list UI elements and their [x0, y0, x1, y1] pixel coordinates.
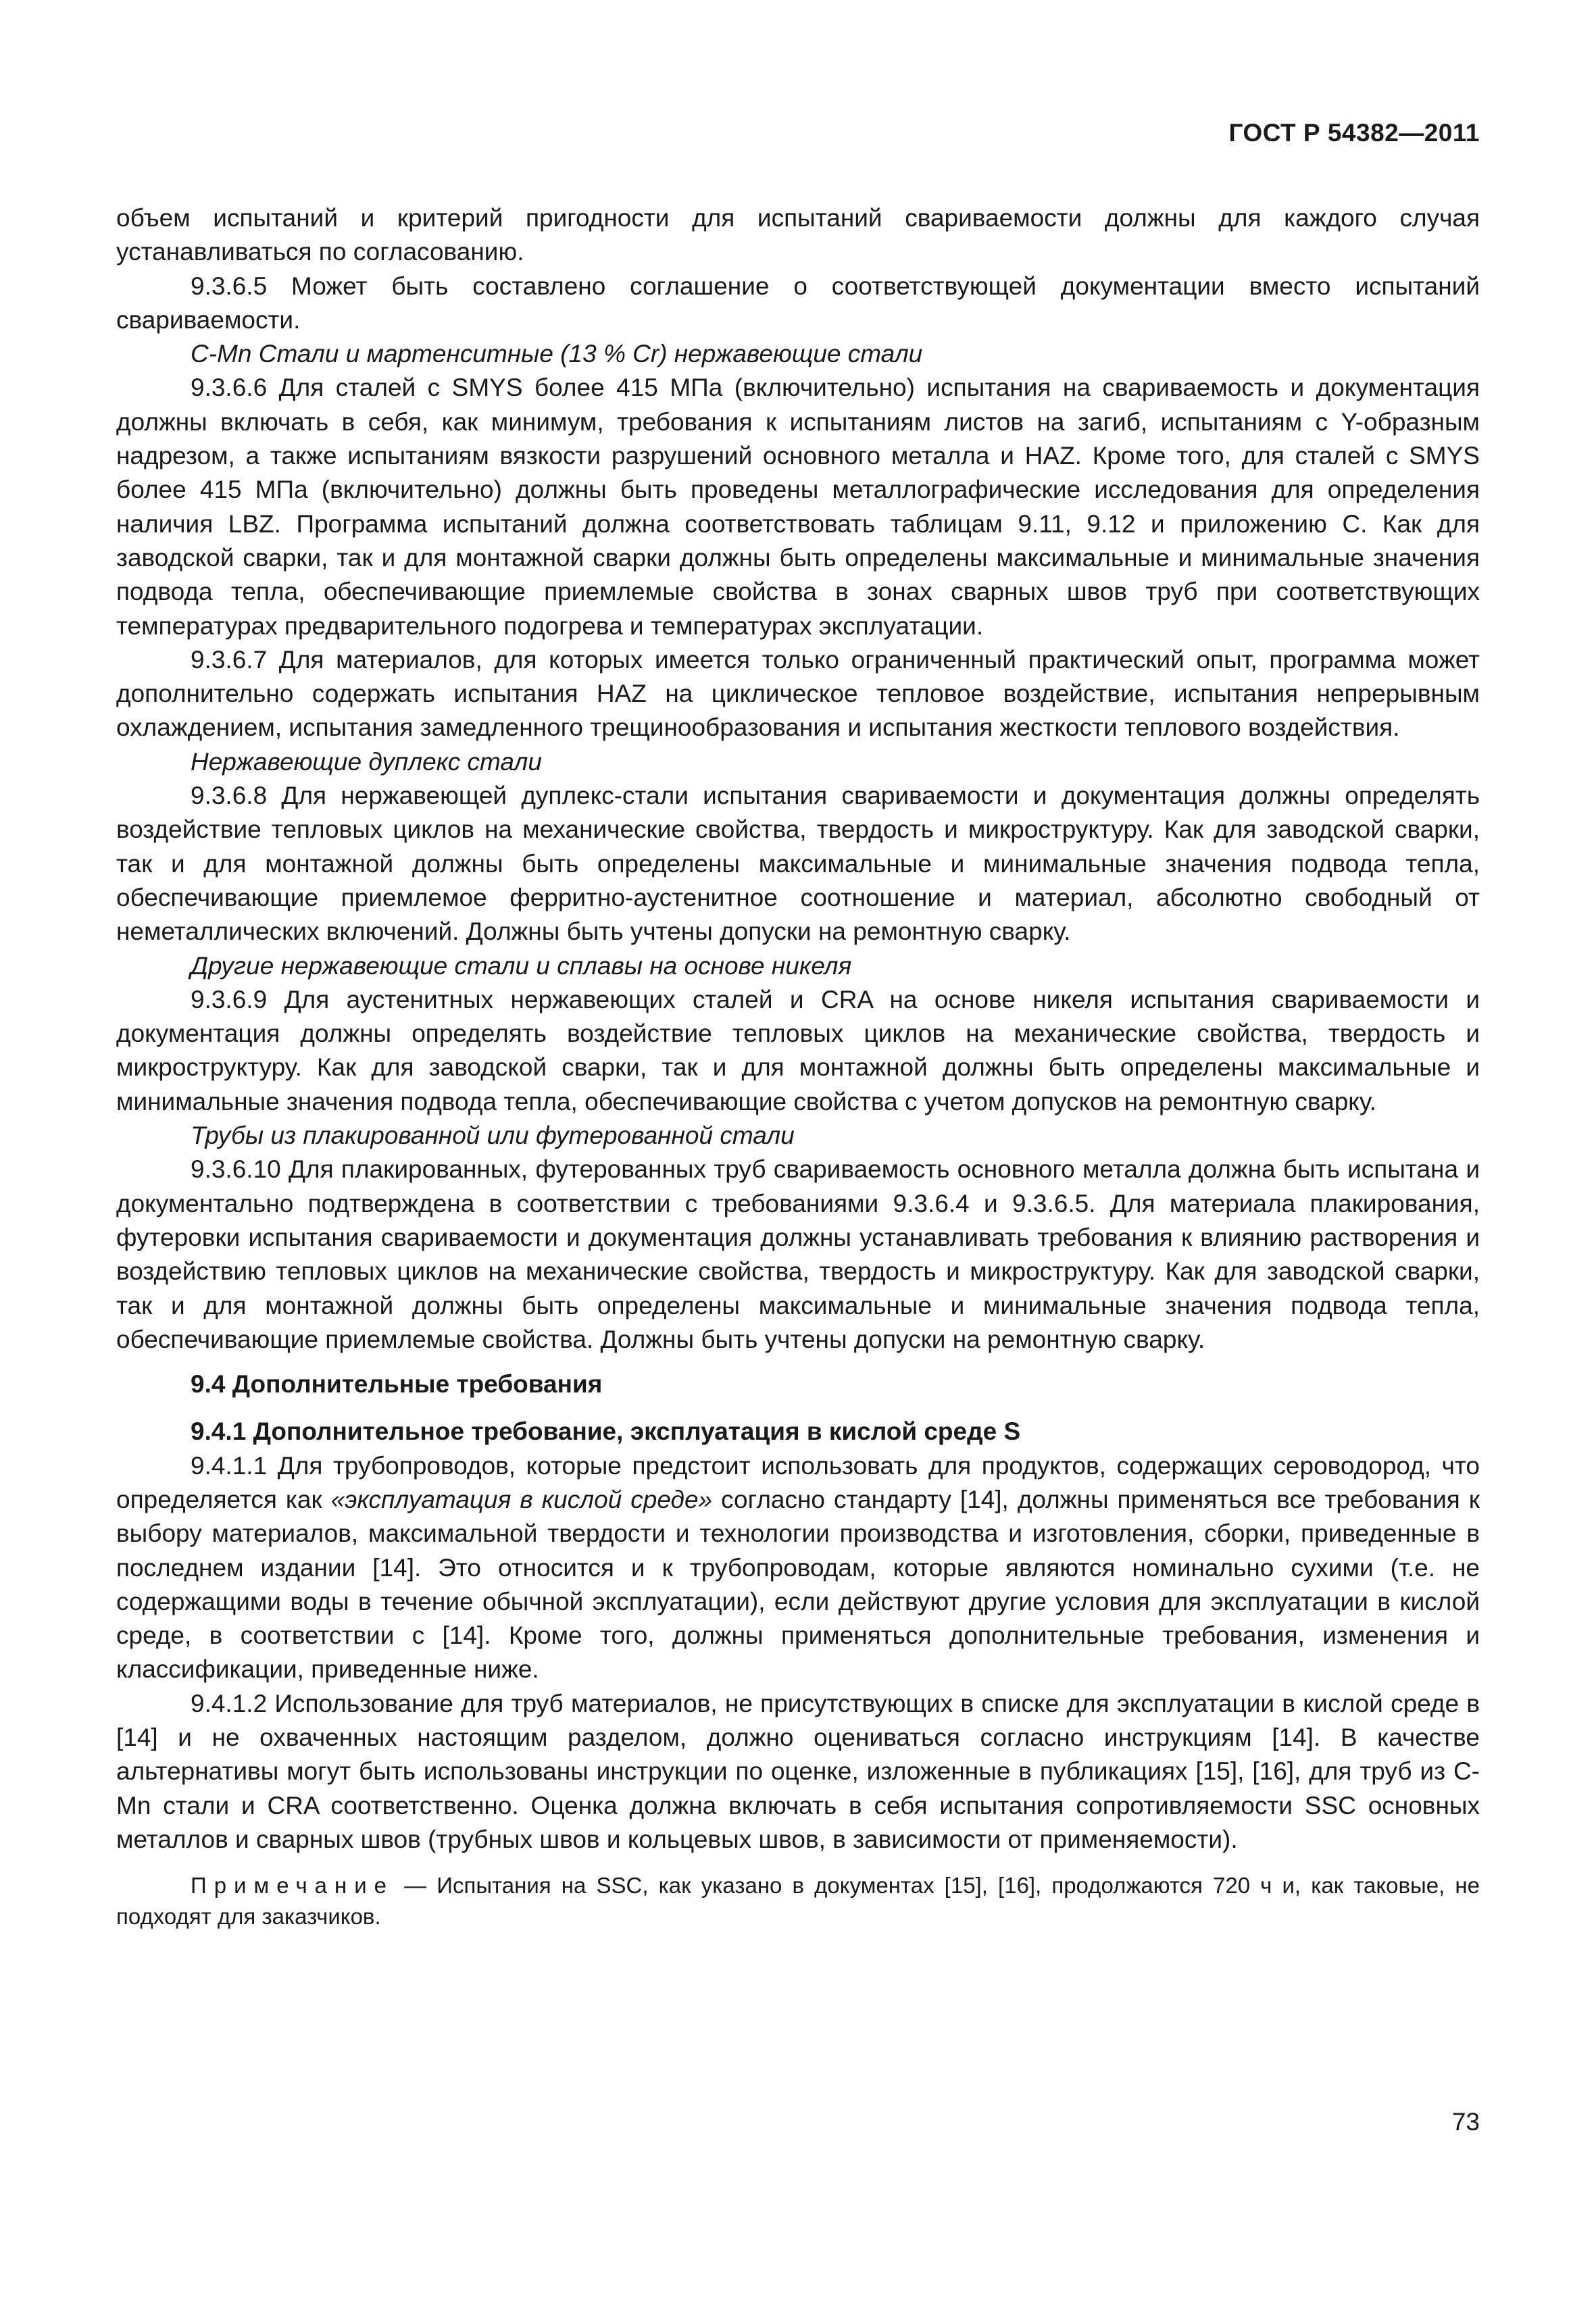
note-text: — Испытания на SSC, как указано в документах [15], [16], продолжаются 720 ч и, как таковые, не подходят для заказчиков. — [116, 1873, 1480, 1930]
paragraph-9-4-1-1-rest: согласно стандарту [14], должны применяться все требования к выбору материалов, максимальной твердости и технологии производства и изготовления, сборки, приведенные в последнем издании [14]. Это относится и к трубопроводам, которые являются номинально сухими (т.е. не содержащими воды в течение обычной эксплуатации), если действуют другие условия для эксплуатации в кислой среде, в соответствии с [14]. Кроме того, должны применяться дополнительные требования, изменения и классификации, приведенные ниже. — [116, 1485, 1480, 1684]
subheading-cmn-martensitic: C-Mn Стали и мартенситные (13 % Cr) нержавеющие стали — [191, 340, 923, 368]
section-heading-9-4: 9.4 Дополнительные требования — [191, 1370, 603, 1399]
subheading-other-stainless: Другие нержавеющие стали и сплавы на основе никеля — [191, 951, 852, 980]
paragraph-9-4-1-1-start: 9.4.1.1 Для трубопроводов, которые предстоит использовать для продуктов, содержащих сероводород, что определяется как — [116, 1451, 1480, 1513]
page-number: 73 — [1451, 2108, 1480, 2136]
paragraph-9-3-6-6: 9.3.6.6 Для сталей с SMYS более 415 МПа (включительно) испытания на свариваемость и документация должны включать в себя, как минимум, требования к испытаниям листов на загиб, испытаниям с Y-образным надрезом, а также испытаниям вязкости разрушений основного металла и HAZ. Кроме того, для сталей с SMYS более 415 МПа (включительно) должны быть проведены металлографические исследования для определения наличия LBZ. Программа испытаний должна соответствовать таблицам 9.11, 9.12 и приложению С. Как для заводской сварки, так и для монтажной сварки должны быть определены максимальные и минимальные значения подвода тепла, обеспечивающие приемлемые свойства в зонах сварных швов труб при соответствующих температурах предварительного подогрева и температурах эксплуатации. — [116, 374, 1480, 640]
sour-service-term: «эксплуатация в кислой среде» — [330, 1485, 713, 1513]
paragraph-9-3-6-7: 9.3.6.7 Для материалов, для которых имеется только ограниченный практический опыт, программа может дополнительно содержать испытания HAZ на циклическое тепловое воздействие, испытания непрерывным охлаждением, испытания замедленного трещинообразования и испытания жесткости теплового воздействия. — [116, 645, 1480, 742]
paragraph-9-4-1-1 — [116, 1449, 1480, 1687]
paragraph-9-4-1-2: 9.4.1.2 Использование для труб материалов, не присутствующих в списке для эксплуатации в кислой среде в [14] и не охваченных настоящим разделом, должно оцениваться согласно инструкциям [14]. В качестве альтернативы могут быть использованы инструкции по оценке, изложенные в публикациях [15], [16], для труб из C-Mn стали и CRA соответственно. Оценка должна включать в себя испытания сопротивляемости SSC основных металлов и сварных швов (трубных швов и кольцевых швов, в зависимости от применяемости). — [116, 1689, 1480, 1853]
note — [116, 1870, 1480, 1932]
paragraph-9-3-6-5: 9.3.6.5 Может быть составлено соглашение о соответствующей документации вместо испытаний свариваемости. — [116, 272, 1480, 334]
note-label: Примечание — [191, 1873, 395, 1898]
subheading-duplex: Нержавеющие дуплекс стали — [191, 747, 543, 776]
document-code: ГОСТ Р 54382—2011 — [1228, 119, 1480, 147]
section-heading-9-4-1: 9.4.1 Дополнительное требование, эксплуатация в кислой среде S — [191, 1417, 1021, 1446]
subheading-clad-lined: Трубы из плакированной или футерованной стали — [191, 1122, 795, 1150]
paragraph-9-3-6-8: 9.3.6.8 Для нержавеющей дуплекс-стали испытания свариваемости и документация должны определять воздействие тепловых циклов на механические свойства, твердость и микроструктуру. Как для заводской сварки, так и для монтажной должны быть определены максимальные и минимальные значения подвода тепла, обеспечивающие приемлемое ферритно-аустенитное соотношение и материал, абсолютно свободный от неметаллических включений. Должны быть учтены допуски на ремонтную сварку. — [116, 782, 1480, 946]
paragraph-9-3-6-9: 9.3.6.9 Для аустенитных нержавеющих сталей и CRA на основе никеля испытания свариваемости и документация должны определять воздействие тепловых циклов на механические свойства, твердость и микроструктуру. Как для заводской сварки, так и для монтажной должны быть определены максимальные и минимальные значения подвода тепла, обеспечивающие свойства с учетом допусков на ремонтную сварку. — [116, 985, 1480, 1115]
document-body — [116, 201, 1480, 1932]
paragraph-continuation: объем испытаний и критерий пригодности для испытаний свариваемости должны для каждого случая устанавливаться по согласованию. — [116, 204, 1480, 266]
paragraph-9-3-6-10: 9.3.6.10 Для плакированных, футерованных труб свариваемость основного металла должна быть испытана и документально подтверждена в соответствии с требованиями 9.3.6.4 и 9.3.6.5. Для материала плакирования, футеровки испытания свариваемости и документация должны устанавливать требования к влиянию растворения и воздействию тепловых циклов на механические свойства, твердость и микроструктуру. Как для заводской сварки, так и для монтажной должны быть определены максимальные и минимальные значения подвода тепла, обеспечивающие приемлемые свойства. Должны быть учтены допуски на ремонтную сварку. — [116, 1155, 1480, 1353]
